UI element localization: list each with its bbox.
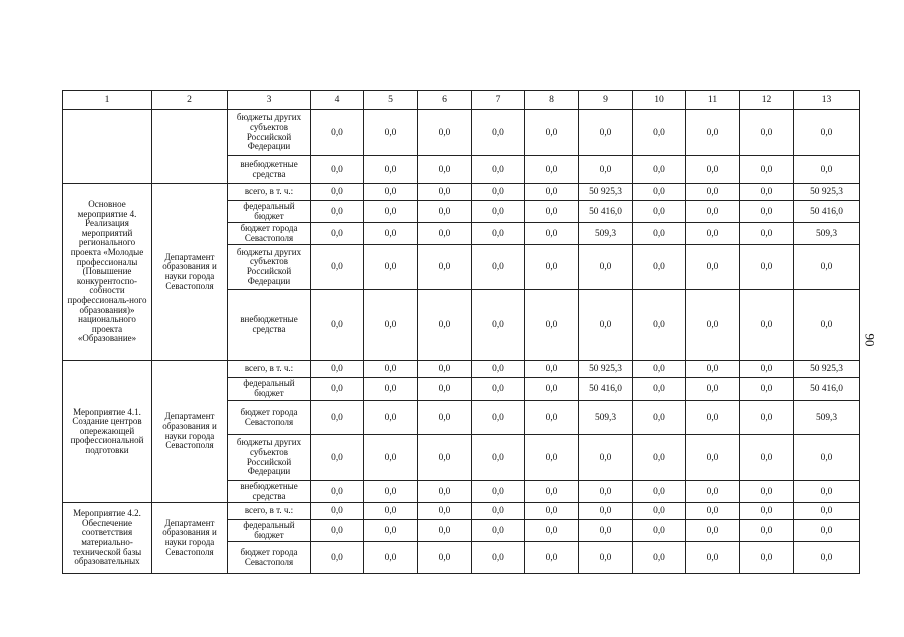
amount-cell: 0,0 [418,503,472,520]
executor [152,110,228,184]
amount-cell: 0,0 [579,245,633,290]
executor: Департамент образования и науки города Севастополя [152,361,228,503]
amount-cell: 0,0 [364,361,418,378]
amount-cell: 0,0 [311,503,364,520]
page-number: 90 [862,333,878,347]
amount-cell: 0,0 [740,110,794,156]
amount-cell: 0,0 [794,520,860,542]
amount-cell: 0,0 [311,435,364,481]
amount-cell: 0,0 [364,184,418,201]
amount-cell: 0,0 [633,245,686,290]
amount-cell: 0,0 [794,542,860,574]
amount-cell: 0,0 [633,503,686,520]
amount-cell: 0,0 [525,401,579,435]
measure-name: Мероприятие 4.2. Обеспечение соответствия материально-технической базы образовательных [63,503,152,574]
amount-cell: 0,0 [418,361,472,378]
amount-cell: 0,0 [472,520,525,542]
amount-cell: 0,0 [418,542,472,574]
column-number: 6 [418,91,472,110]
amount-cell: 0,0 [311,290,364,361]
funding-source: федеральный бюджет [228,520,311,542]
measure-name: Основное мероприятие 4. Реализация мероприятий регионального проекта «Молодые профессионалы (Повышение конкурентоспо-собности профессиональ-ного образования)» национального проекта «Образование» [63,184,152,361]
amount-cell: 0,0 [311,401,364,435]
amount-cell: 0,0 [418,184,472,201]
amount-cell: 0,0 [472,245,525,290]
executor: Департамент образования и науки города Севастополя [152,184,228,361]
amount-cell: 0,0 [364,503,418,520]
funding-source: бюджет города Севастополя [228,401,311,435]
amount-cell: 0,0 [364,520,418,542]
amount-cell: 0,0 [633,201,686,223]
amount-cell: 0,0 [311,378,364,401]
amount-cell: 509,3 [579,223,633,245]
executor: Департамент образования и науки города Севастополя [152,503,228,574]
amount-cell: 0,0 [311,520,364,542]
amount-cell: 0,0 [686,481,740,503]
amount-cell: 0,0 [740,503,794,520]
table-row [63,110,860,156]
column-number: 11 [686,91,740,110]
amount-cell: 0,0 [686,110,740,156]
amount-cell: 0,0 [686,401,740,435]
amount-cell: 509,3 [794,223,860,245]
amount-cell: 0,0 [794,435,860,481]
amount-cell: 0,0 [740,290,794,361]
amount-cell: 0,0 [525,184,579,201]
funding-source: всего, в т. ч.: [228,184,311,201]
amount-cell: 0,0 [525,223,579,245]
amount-cell: 0,0 [311,361,364,378]
amount-cell: 0,0 [472,223,525,245]
funding-source: всего, в т. ч.: [228,361,311,378]
amount-cell: 0,0 [740,401,794,435]
amount-cell: 0,0 [364,435,418,481]
amount-cell: 0,0 [525,290,579,361]
amount-cell: 0,0 [311,223,364,245]
amount-cell: 0,0 [740,481,794,503]
amount-cell: 50 925,3 [794,184,860,201]
amount-cell: 0,0 [633,435,686,481]
amount-cell: 0,0 [525,542,579,574]
amount-cell: 0,0 [472,290,525,361]
amount-cell: 0,0 [794,110,860,156]
amount-cell: 0,0 [794,245,860,290]
amount-cell: 0,0 [525,435,579,481]
amount-cell: 0,0 [418,156,472,184]
amount-cell: 50 925,3 [579,184,633,201]
amount-cell: 50 925,3 [579,361,633,378]
amount-cell: 0,0 [364,401,418,435]
amount-cell: 0,0 [740,245,794,290]
amount-cell: 0,0 [525,520,579,542]
amount-cell: 0,0 [633,401,686,435]
amount-cell: 0,0 [311,110,364,156]
amount-cell: 0,0 [472,184,525,201]
amount-cell: 0,0 [364,245,418,290]
funding-source: бюджеты других субъектов Российской Федерации [228,245,311,290]
table-row [63,503,860,520]
amount-cell: 0,0 [740,542,794,574]
column-number: 1 [63,91,152,110]
amount-cell: 0,0 [364,156,418,184]
amount-cell: 0,0 [472,435,525,481]
amount-cell: 0,0 [525,201,579,223]
amount-cell: 0,0 [794,156,860,184]
funding-source: внебюджетные средства [228,156,311,184]
column-number: 8 [525,91,579,110]
amount-cell: 0,0 [364,542,418,574]
amount-cell: 0,0 [418,520,472,542]
funding-source: бюджеты других субъектов Российской Федерации [228,435,311,481]
amount-cell: 0,0 [579,110,633,156]
column-number: 3 [228,91,311,110]
amount-cell: 0,0 [525,378,579,401]
amount-cell: 0,0 [364,110,418,156]
amount-cell: 0,0 [525,110,579,156]
funding-source: бюджет города Севастополя [228,542,311,574]
amount-cell: 0,0 [579,520,633,542]
amount-cell: 0,0 [794,503,860,520]
amount-cell: 0,0 [686,542,740,574]
amount-cell: 0,0 [686,201,740,223]
amount-cell: 0,0 [472,401,525,435]
column-number: 13 [794,91,860,110]
table-row [63,184,860,201]
amount-cell: 50 416,0 [579,378,633,401]
funding-source: бюджеты других субъектов Российской Федерации [228,110,311,156]
column-number-row [63,91,860,110]
amount-cell: 0,0 [311,184,364,201]
amount-cell: 509,3 [794,401,860,435]
amount-cell: 0,0 [364,481,418,503]
column-number: 2 [152,91,228,110]
amount-cell: 0,0 [633,361,686,378]
amount-cell: 0,0 [579,542,633,574]
amount-cell: 0,0 [633,542,686,574]
amount-cell: 0,0 [579,481,633,503]
amount-cell: 0,0 [418,110,472,156]
amount-cell: 0,0 [311,201,364,223]
amount-cell: 0,0 [633,290,686,361]
table-body [63,110,860,574]
amount-cell: 0,0 [525,481,579,503]
amount-cell: 0,0 [311,481,364,503]
amount-cell: 0,0 [418,290,472,361]
amount-cell: 0,0 [364,378,418,401]
amount-cell: 0,0 [418,481,472,503]
funding-source: всего, в т. ч.: [228,503,311,520]
amount-cell: 0,0 [740,435,794,481]
amount-cell: 0,0 [418,378,472,401]
amount-cell: 509,3 [579,401,633,435]
measure-name: Мероприятие 4.1. Создание центров опережающей профессиональной подготовки [63,361,152,503]
amount-cell: 0,0 [686,156,740,184]
amount-cell: 0,0 [472,378,525,401]
amount-cell: 0,0 [686,503,740,520]
column-number: 5 [364,91,418,110]
amount-cell: 0,0 [525,156,579,184]
measure-name [63,110,152,184]
amount-cell: 0,0 [633,110,686,156]
amount-cell: 0,0 [418,201,472,223]
amount-cell: 0,0 [633,378,686,401]
amount-cell: 0,0 [472,481,525,503]
amount-cell: 0,0 [579,435,633,481]
table-row [63,361,860,378]
amount-cell: 0,0 [740,184,794,201]
amount-cell: 0,0 [525,245,579,290]
amount-cell: 0,0 [686,290,740,361]
amount-cell: 0,0 [686,378,740,401]
amount-cell: 0,0 [364,223,418,245]
amount-cell: 0,0 [794,481,860,503]
amount-cell: 0,0 [740,223,794,245]
amount-cell: 0,0 [633,223,686,245]
amount-cell: 0,0 [579,503,633,520]
amount-cell: 0,0 [686,520,740,542]
amount-cell: 0,0 [525,503,579,520]
amount-cell: 0,0 [686,223,740,245]
amount-cell: 0,0 [686,184,740,201]
funding-source: федеральный бюджет [228,201,311,223]
amount-cell: 0,0 [364,201,418,223]
funding-source: внебюджетные средства [228,481,311,503]
amount-cell: 0,0 [472,503,525,520]
amount-cell: 0,0 [418,435,472,481]
amount-cell: 0,0 [525,361,579,378]
amount-cell: 50 925,3 [794,361,860,378]
amount-cell: 0,0 [686,435,740,481]
amount-cell: 0,0 [740,378,794,401]
amount-cell: 0,0 [633,481,686,503]
amount-cell: 0,0 [418,245,472,290]
amount-cell: 0,0 [740,361,794,378]
funding-source: федеральный бюджет [228,378,311,401]
funding-table [62,90,860,574]
amount-cell: 0,0 [579,156,633,184]
amount-cell: 50 416,0 [794,201,860,223]
column-number: 9 [579,91,633,110]
amount-cell: 0,0 [686,245,740,290]
amount-cell: 50 416,0 [579,201,633,223]
amount-cell: 0,0 [794,290,860,361]
funding-source: бюджет города Севастополя [228,223,311,245]
column-number: 7 [472,91,525,110]
column-number: 12 [740,91,794,110]
column-number: 4 [311,91,364,110]
amount-cell: 0,0 [364,290,418,361]
amount-cell: 0,0 [472,361,525,378]
amount-cell: 0,0 [472,542,525,574]
amount-cell: 0,0 [418,401,472,435]
amount-cell: 50 416,0 [794,378,860,401]
column-number: 10 [633,91,686,110]
amount-cell: 0,0 [311,542,364,574]
amount-cell: 0,0 [740,201,794,223]
amount-cell: 0,0 [579,290,633,361]
amount-cell: 0,0 [686,361,740,378]
amount-cell: 0,0 [740,156,794,184]
amount-cell: 0,0 [633,184,686,201]
funding-source: внебюджетные средства [228,290,311,361]
amount-cell: 0,0 [311,156,364,184]
amount-cell: 0,0 [472,110,525,156]
amount-cell: 0,0 [633,156,686,184]
amount-cell: 0,0 [633,520,686,542]
amount-cell: 0,0 [740,520,794,542]
amount-cell: 0,0 [311,245,364,290]
amount-cell: 0,0 [418,223,472,245]
amount-cell: 0,0 [472,201,525,223]
amount-cell: 0,0 [472,156,525,184]
